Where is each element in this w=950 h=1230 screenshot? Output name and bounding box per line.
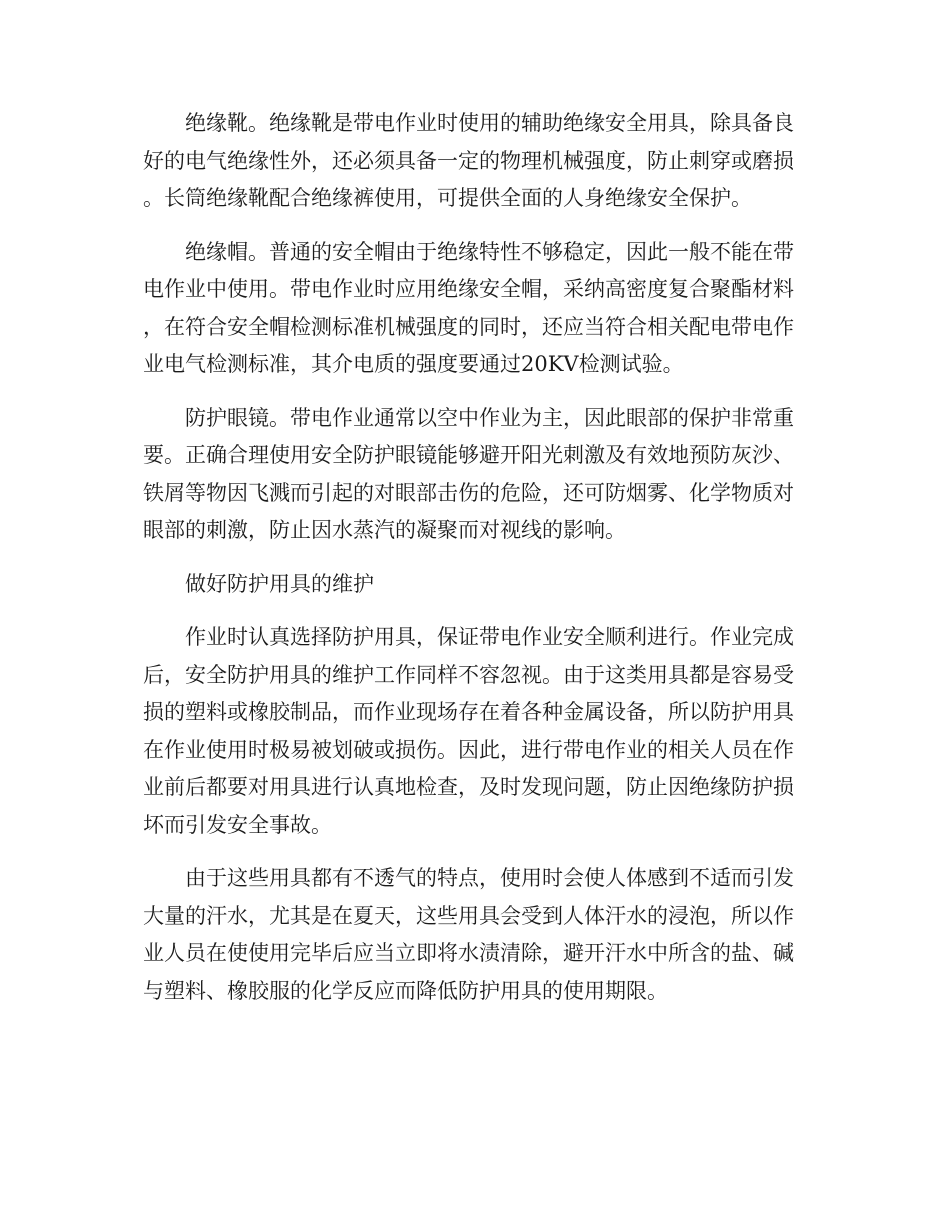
paragraph-maintenance-inspection: 作业时认真选择防护用具，保证带电作业安全顺利进行。作业完成后，安全防护用具的维护工作同样不容忽视。由于这类用具都是容易受损的塑料或橡胶制品，而作业现场存在着各种金属设备，所以防护用具在作业使用时极易被划破或损伤。因此，进行带电作业的相关人员在作业前后都要对用具进行认真地检查，及时发现问题，防止因绝缘防护损坏而引发安全事故。	[143, 625, 794, 837]
document-body	[143, 105, 803, 1026]
paragraph-protective-goggles: 防护眼镜。带电作业通常以空中作业为主，因此眼部的保护非常重要。正确合理使用安全防护眼镜能够避开阳光刺激及有效地预防灰沙、铁屑等物因飞溅而引起的对眼部击伤的危险，还可防烟雾、化学物质对眼部的刺激，防止因水蒸汽的凝聚而对视线的影响。	[143, 405, 794, 542]
paragraph-sweat-cleaning: 由于这些用具都有不透气的特点，使用时会使人体感到不适而引发大量的汗水，尤其是在夏天，这些用具会受到人体汗水的浸泡，所以作业人员在使使用完毕后应当立即将水渍清除，避开汗水中所含的盐、碱与塑料、橡胶服的化学反应而降低防护用具的使用期限。	[143, 866, 794, 1003]
paragraph-insulating-helmet: 绝缘帽。普通的安全帽由于绝缘特性不够稳定，因此一般不能在带电作业中使用。带电作业时应用绝缘安全帽，采纳高密度复合聚酯材料，在符合安全帽检测标准机械强度的同时，还应当符合相关配电带电作业电气检测标准，其介电质的强度要通过20KV检测试验。	[143, 239, 794, 376]
paragraph-insulating-boots: 绝缘靴。绝缘靴是带电作业时使用的辅助绝缘安全用具，除具备良好的电气绝缘性外，还必须具备一定的物理机械强度，防止刺穿或磨损。长筒绝缘靴配合绝缘裤使用，可提供全面的人身绝缘安全保护。	[143, 111, 794, 210]
section-heading-maintenance: 做好防护用具的维护	[185, 571, 374, 596]
